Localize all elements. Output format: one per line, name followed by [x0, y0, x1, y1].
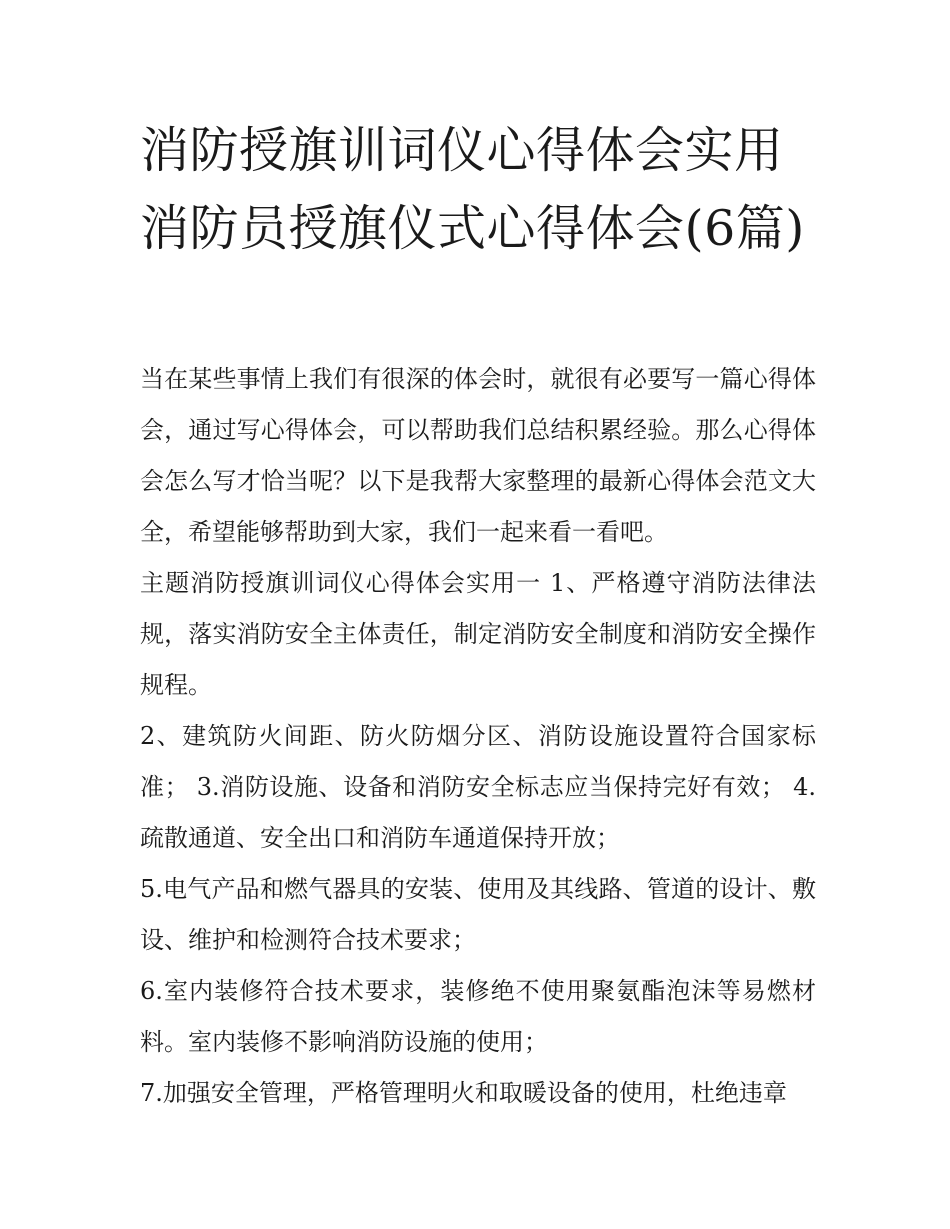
paragraph-intro: 当在某些事情上我们有很深的体会时，就很有必要写一篇心得体会，通过写心得体会，可以帮助我们总结积累经验。那么心得体会怎么写才恰当呢？以下是我帮大家整理的最新心得体会范文大全，希望能够帮助到大家，我们一起来看一看吧。 [140, 365, 816, 546]
paragraph-item-1: 主题消防授旗训词仪心得体会实用一 1、严格遵守消防法律法规，落实消防安全主体责任，制定消防安全制度和消防安全操作规程。 [140, 569, 816, 699]
document-title: 消防授旗训词仪心得体会实用消防员授旗仪式心得体会(6篇) [140, 122, 805, 257]
paragraph-item-6: 6.室内装修符合技术要求，装修绝不使用聚氨酯泡沫等易燃材料。室内装修不影响消防设施的使用； [140, 977, 816, 1056]
paragraph-item-2-4: 2、建筑防火间距、防火防烟分区、消防设施设置符合国家标准； 3.消防设施、设备和消防安全标志应当保持完好有效； 4.疏散通道、安全出口和消防车通道保持开放； [140, 722, 816, 852]
paragraph-item-5: 5.电气产品和燃气器具的安装、使用及其线路、管道的设计、敷设、维护和检测符合技术要求； [140, 875, 816, 954]
paragraph-item-7: 7.加强安全管理，严格管理明火和取暖设备的使用，杜绝违章 [140, 1079, 787, 1107]
document-body [140, 354, 816, 1119]
